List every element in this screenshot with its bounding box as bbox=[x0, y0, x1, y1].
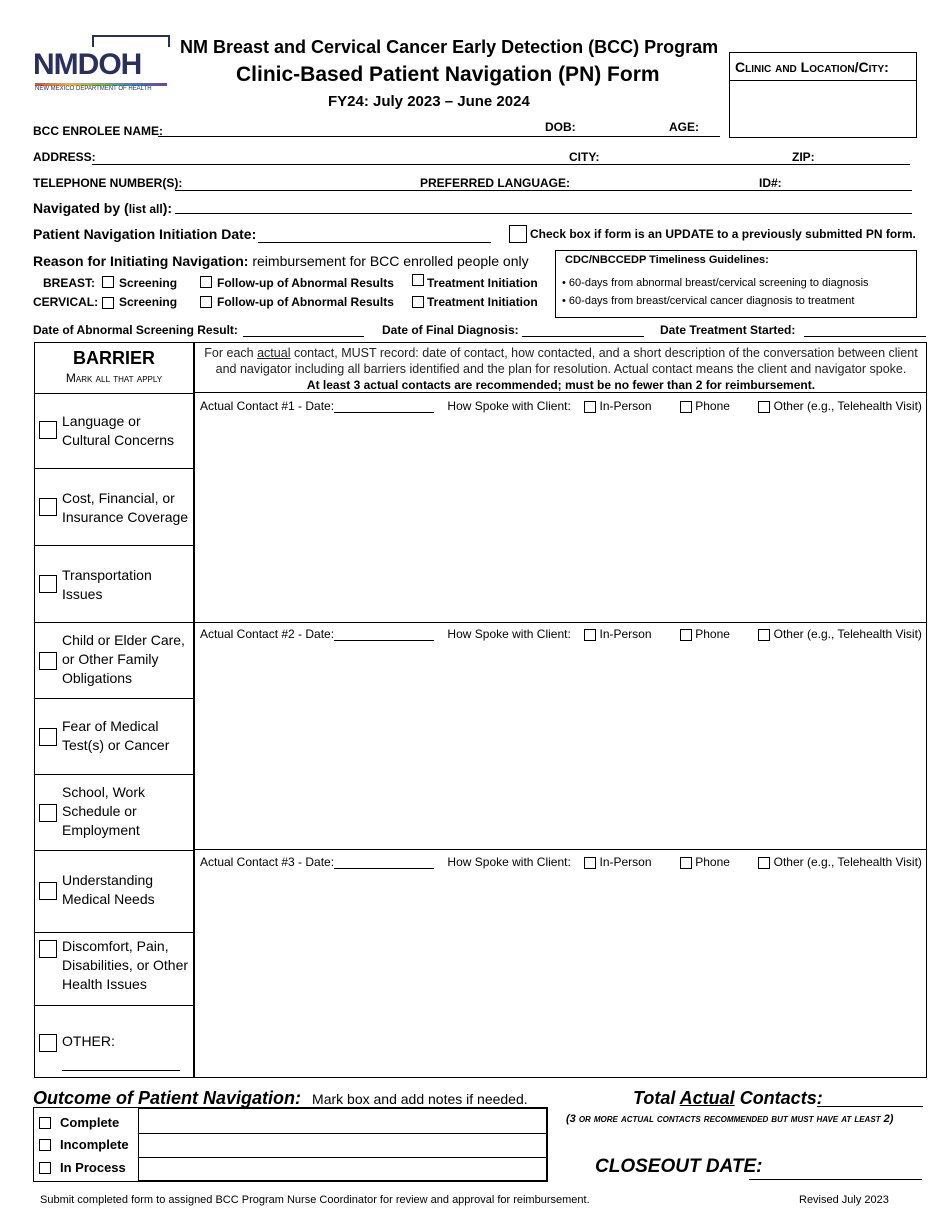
in-person-label: In-Person bbox=[599, 399, 652, 413]
state-outline-icon bbox=[91, 34, 171, 48]
total-contacts-field[interactable] bbox=[817, 1106, 923, 1107]
in-person-checkbox[interactable] bbox=[584, 401, 596, 413]
reason-heading: Reason for Initiating Navigation: reimbursement for BCC enrolled people only bbox=[33, 253, 529, 269]
barrier-label: Child or Elder Care, or Other Family Obligations bbox=[62, 632, 185, 686]
initiation-date-label: Patient Navigation Initiation Date: bbox=[33, 226, 257, 242]
guidelines-title: CDC/NBCCEDP Timeliness Guidelines: bbox=[565, 254, 769, 266]
cervical-followup-checkbox[interactable] bbox=[200, 296, 212, 308]
other-method-checkbox[interactable] bbox=[758, 401, 770, 413]
in-person-label: In-Person bbox=[599, 627, 652, 641]
phone-label: Phone bbox=[695, 855, 730, 869]
outcome-box bbox=[33, 1107, 548, 1182]
in-person-checkbox[interactable] bbox=[584, 857, 596, 869]
cervical-screening-label: Screening bbox=[119, 295, 178, 309]
other-method-checkbox[interactable] bbox=[758, 629, 770, 641]
contact-divider bbox=[195, 392, 926, 393]
program-title: NM Breast and Cervical Cancer Early Detection (BCC) Program bbox=[180, 37, 719, 57]
cervical-followup-label: Follow-up of Abnormal Results bbox=[217, 295, 394, 309]
navigated-by-field[interactable] bbox=[175, 213, 912, 214]
contact-method-label: How Spoke with Client: bbox=[447, 399, 571, 413]
contact-divider bbox=[195, 622, 926, 623]
closeout-date-field[interactable] bbox=[749, 1179, 922, 1180]
barrier-label: Discomfort, Pain, Disabilities, or Other Health Issues bbox=[62, 938, 189, 992]
form-title: Clinic-Based Patient Navigation (PN) Form bbox=[236, 63, 660, 86]
breast-treatment-checkbox[interactable] bbox=[412, 274, 424, 286]
complete-notes-field[interactable] bbox=[138, 1108, 547, 1134]
barrier-checkbox[interactable] bbox=[39, 575, 57, 593]
other-method-label: Other (e.g., Telehealth Visit) bbox=[773, 855, 922, 869]
barrier-subtitle: Mark all that apply bbox=[65, 371, 163, 385]
barrier-label: School, Work Schedule or Employment bbox=[62, 784, 145, 838]
contact-2-row bbox=[200, 627, 922, 641]
initiation-date-field[interactable] bbox=[258, 242, 491, 243]
cervical-screening-checkbox[interactable] bbox=[102, 297, 114, 309]
telephone-label: TELEPHONE NUMBER(S): bbox=[33, 176, 183, 190]
barrier-item[interactable] bbox=[35, 469, 193, 546]
contact-1-date-field[interactable] bbox=[334, 401, 434, 413]
total-contacts-note: (3 or more actual contacts recommended but must have at least 2) bbox=[566, 1113, 894, 1125]
barrier-checkbox[interactable] bbox=[39, 940, 57, 958]
phone-checkbox[interactable] bbox=[680, 629, 692, 641]
outcome-complete[interactable] bbox=[34, 1112, 138, 1134]
treatment-date-field[interactable] bbox=[804, 336, 926, 337]
clinic-location-box[interactable] bbox=[729, 52, 917, 138]
contact-1-row bbox=[200, 399, 922, 413]
outcome-in-process[interactable] bbox=[34, 1157, 138, 1179]
barrier-label: Transportation Issues bbox=[62, 567, 152, 602]
zip-label: ZIP: bbox=[792, 150, 815, 164]
contact-3-label: Actual Contact #3 - Date: bbox=[200, 855, 335, 869]
diagnosis-date-field[interactable] bbox=[522, 336, 644, 337]
nmdoh-logo bbox=[33, 34, 171, 96]
in-person-checkbox[interactable] bbox=[584, 629, 596, 641]
contact-instructions: For each actual contact, MUST record: date of contact, how contacted, and a short description of the conversation between client and navigator including all barriers identified and the plan for resolution. Actual contact means the client and navigator spoke. At least 3 actual contacts are recommended; must be no fewer than 2 for reimbursement. bbox=[204, 346, 918, 392]
contact-method-label: How Spoke with Client: bbox=[447, 855, 571, 869]
breast-followup-label: Follow-up of Abnormal Results bbox=[217, 276, 394, 290]
clinic-location-label: Clinic and Location/City: bbox=[730, 53, 916, 81]
in-process-checkbox[interactable] bbox=[39, 1162, 51, 1174]
breast-label: BREAST: bbox=[43, 276, 96, 290]
timeliness-guidelines bbox=[555, 250, 917, 318]
enrolee-name-field[interactable] bbox=[158, 136, 720, 137]
phone-checkbox[interactable] bbox=[680, 857, 692, 869]
phone-checkbox[interactable] bbox=[680, 401, 692, 413]
barrier-header bbox=[35, 343, 193, 394]
contact-3-date-field[interactable] bbox=[334, 857, 434, 869]
column-divider bbox=[193, 343, 195, 1077]
incomplete-notes-field[interactable] bbox=[138, 1133, 547, 1158]
enrolee-name-label: BCC ENROLEE NAME: bbox=[33, 124, 164, 138]
diagnosis-date-label: Date of Final Diagnosis: bbox=[382, 323, 519, 337]
logo-text: NMDOH bbox=[33, 48, 142, 81]
barrier-label: Fear of Medical Test(s) or Cancer bbox=[62, 718, 170, 753]
other-method-label: Other (e.g., Telehealth Visit) bbox=[773, 627, 922, 641]
barrier-item[interactable] bbox=[35, 699, 193, 775]
abnormal-date-field[interactable] bbox=[243, 336, 364, 337]
barrier-checkbox[interactable] bbox=[39, 1034, 57, 1052]
barrier-checkbox[interactable] bbox=[39, 882, 57, 900]
abnormal-date-label: Date of Abnormal Screening Result: bbox=[33, 323, 238, 337]
treatment-date-label: Date Treatment Started: bbox=[660, 323, 796, 337]
breast-screening-label: Screening bbox=[119, 276, 178, 290]
barrier-contact-table bbox=[34, 342, 927, 1078]
barrier-item[interactable] bbox=[35, 623, 193, 699]
breast-treatment-label: Treatment Initiation bbox=[427, 276, 538, 290]
cervical-treatment-label: Treatment Initiation bbox=[427, 295, 538, 309]
in-process-label: In Process bbox=[60, 1160, 126, 1175]
breast-screening-checkbox[interactable] bbox=[102, 276, 114, 288]
other-method-label: Other (e.g., Telehealth Visit) bbox=[773, 399, 922, 413]
outcome-incomplete[interactable] bbox=[34, 1134, 138, 1156]
in-process-notes-field[interactable] bbox=[138, 1157, 547, 1181]
guideline-item: • 60-days from breast/cervical cancer diagnosis to treatment bbox=[562, 295, 855, 307]
navigated-by-label: Navigated by (list all): bbox=[33, 200, 173, 216]
contact-2-label: Actual Contact #2 - Date: bbox=[200, 627, 335, 641]
contact-method-label: How Spoke with Client: bbox=[447, 627, 571, 641]
phone-label: Phone bbox=[695, 399, 730, 413]
contact-requirement: At least 3 actual contacts are recommended; must be no fewer than 2 for reimbursement. bbox=[306, 378, 816, 392]
id-label: ID#: bbox=[759, 176, 782, 190]
complete-label: Complete bbox=[60, 1115, 120, 1130]
barrier-title: BARRIER bbox=[72, 348, 155, 368]
phone-label: Phone bbox=[695, 627, 730, 641]
fiscal-year: FY24: July 2023 – June 2024 bbox=[328, 93, 530, 110]
incomplete-checkbox[interactable] bbox=[39, 1139, 51, 1151]
closeout-date-label: CLOSEOUT DATE: bbox=[595, 1156, 763, 1177]
in-person-label: In-Person bbox=[599, 855, 652, 869]
barrier-checkbox[interactable] bbox=[39, 652, 57, 670]
contact-1-label: Actual Contact #1 - Date: bbox=[200, 399, 335, 413]
revision-date: Revised July 2023 bbox=[799, 1194, 889, 1206]
barrier-label: Understanding Medical Needs bbox=[62, 872, 155, 907]
outcome-note: Mark box and add notes if needed. bbox=[312, 1091, 528, 1107]
barrier-item[interactable] bbox=[35, 546, 193, 623]
complete-checkbox[interactable] bbox=[39, 1117, 51, 1129]
logo-subtitle: NEW MEXICO DEPARTMENT OF HEALTH bbox=[35, 86, 152, 92]
language-label: PREFERRED LANGUAGE: bbox=[420, 176, 571, 190]
age-label: AGE: bbox=[669, 120, 699, 134]
guideline-item: • 60-days from abnormal breast/cervical screening to diagnosis bbox=[562, 277, 869, 289]
barrier-checkbox[interactable] bbox=[39, 421, 57, 439]
total-contacts-label: Total Actual Contacts: bbox=[633, 1088, 823, 1108]
footer-instructions: Submit completed form to assigned BCC Program Nurse Coordinator for review and approval for reimbursement. bbox=[40, 1194, 590, 1206]
contact-divider bbox=[195, 849, 926, 850]
barrier-label: Cost, Financial, or Insurance Coverage bbox=[62, 490, 189, 525]
other-method-checkbox[interactable] bbox=[758, 857, 770, 869]
address-label: ADDRESS: bbox=[33, 150, 96, 164]
update-checkbox-label: Check box if form is an UPDATE to a previously submitted PN form. bbox=[530, 227, 916, 241]
barrier-checkbox[interactable] bbox=[39, 804, 57, 822]
dob-label: DOB: bbox=[545, 120, 576, 134]
barrier-item[interactable] bbox=[35, 393, 193, 469]
telephone-field[interactable] bbox=[175, 190, 912, 191]
cervical-treatment-checkbox[interactable] bbox=[412, 296, 424, 308]
barrier-label: Language or Cultural Concerns bbox=[62, 413, 175, 448]
barrier-checkbox[interactable] bbox=[39, 498, 57, 516]
barrier-item[interactable] bbox=[35, 775, 193, 851]
other-barrier-field[interactable] bbox=[62, 1070, 180, 1071]
outcome-title: Outcome of Patient Navigation: Mark box and add notes if needed. bbox=[33, 1088, 528, 1108]
city-label: CITY: bbox=[569, 150, 600, 164]
breast-followup-checkbox[interactable] bbox=[200, 276, 212, 288]
contact-2-date-field[interactable] bbox=[334, 629, 434, 641]
contact-3-row bbox=[200, 855, 922, 869]
barrier-label: OTHER: bbox=[62, 1033, 115, 1049]
barrier-item[interactable] bbox=[35, 933, 193, 1006]
barrier-item[interactable] bbox=[35, 1006, 193, 1077]
barrier-item[interactable] bbox=[35, 851, 193, 933]
update-checkbox[interactable] bbox=[509, 225, 527, 243]
barrier-checkbox[interactable] bbox=[39, 728, 57, 746]
address-field[interactable] bbox=[92, 164, 910, 165]
incomplete-label: Incomplete bbox=[60, 1137, 129, 1152]
cervical-label: CERVICAL: bbox=[33, 295, 99, 309]
